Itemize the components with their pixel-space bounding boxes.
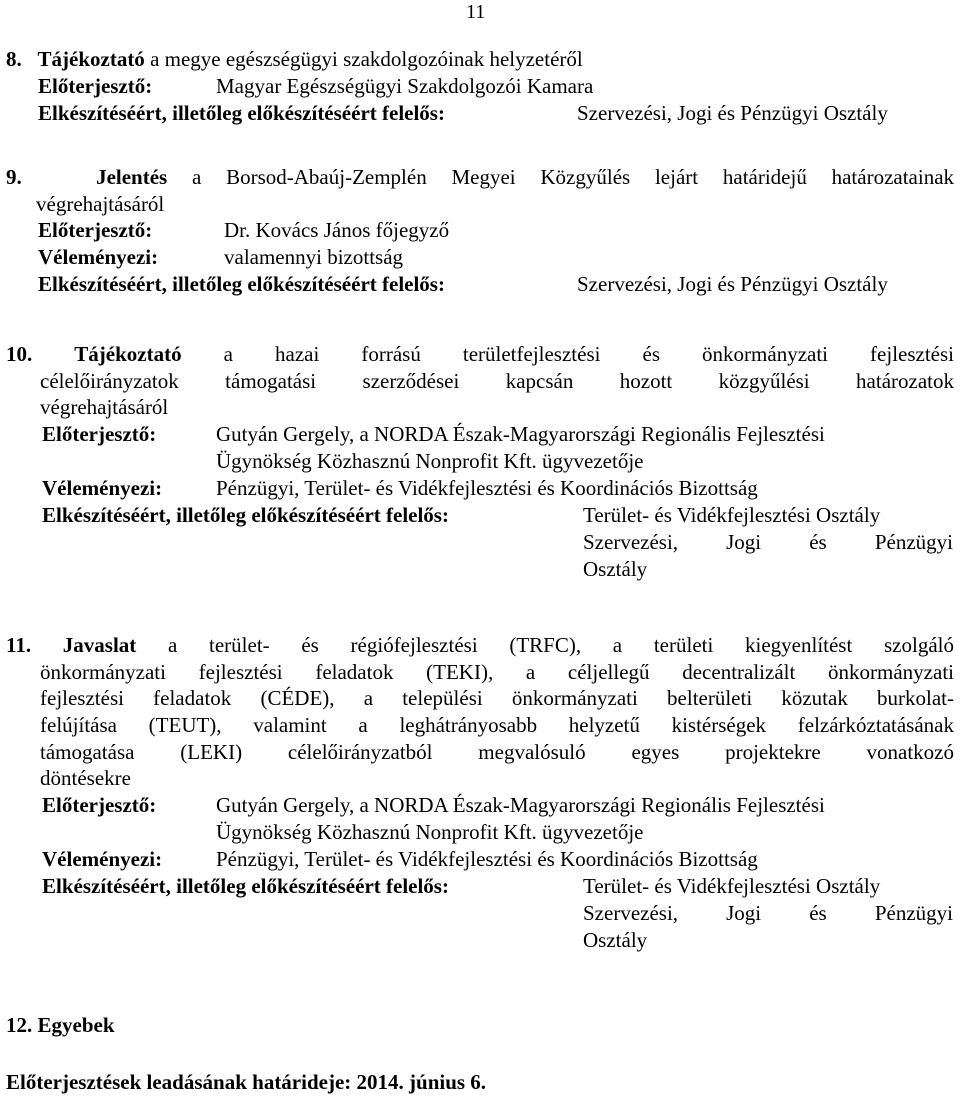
- presenter-label: Előterjesztő:: [38, 218, 153, 243]
- item-title: [6, 46, 954, 73]
- item-title-line: felújítása (TEUT), valamint a leghátrányosabb helyzetű kistérségek felzárkóztatásának: [40, 712, 954, 737]
- item-title-line: végrehajtásáról: [40, 395, 169, 420]
- opinion-value: Pénzügyi, Terület- és Vidékfejlesztési és Koordinációs Bizottság: [216, 475, 758, 500]
- item-title: [6, 632, 954, 659]
- presenter-value: Magyar Egészségügyi Szakdolgozói Kamara: [216, 73, 594, 98]
- item-keyword: Javaslat: [62, 633, 137, 657]
- item-title: [6, 164, 954, 191]
- responsible-label: Elkészítéséért, illetőleg előkészítéséért felelős:: [42, 873, 449, 898]
- item-keyword: Tájékoztató: [74, 342, 182, 366]
- presenter-label: Előterjesztő:: [38, 73, 153, 98]
- item-number: 10.: [6, 342, 33, 366]
- responsible-row: [6, 100, 954, 127]
- opinion-value: valamennyi bizottság: [224, 245, 404, 270]
- presenter-row: [6, 421, 954, 448]
- opinion-label: Véleményezi:: [42, 475, 163, 500]
- item-title-text: a hazai forrású területfejlesztési és önkormányzati fejlesztési: [223, 342, 955, 366]
- item-number: 8.: [6, 47, 22, 71]
- responsible-value-cont: Osztály: [583, 556, 648, 581]
- agenda-item-9: [6, 164, 954, 298]
- item-number: 9.: [6, 165, 22, 189]
- item-title-line: önkormányzati fejlesztési feladatok (TEKI), a céljellegű decentralizált önkormányzati: [40, 659, 954, 684]
- responsible-row-cont: [6, 556, 954, 583]
- responsible-label: Elkészítéséért, illetőleg előkészítéséért felelős:: [42, 502, 449, 527]
- item-title: [6, 1012, 954, 1039]
- item-title-line: fejlesztési feladatok (CÉDE), a települési önkormányzati belterületi közutak burkolat-: [40, 686, 954, 711]
- responsible-row: [6, 502, 954, 529]
- item-title: [6, 341, 954, 368]
- presenter-row-cont: [6, 448, 954, 475]
- opinion-row: [6, 475, 954, 502]
- item-title-line: végrehajtásáról: [36, 191, 165, 216]
- opinion-row: [6, 846, 954, 873]
- presenter-value: Dr. Kovács János főjegyző: [224, 218, 450, 243]
- responsible-row: [6, 873, 954, 900]
- item-keyword: Jelentés: [96, 165, 168, 189]
- opinion-value: Pénzügyi, Terület- és Vidékfejlesztési és Koordinációs Bizottság: [216, 846, 758, 871]
- item-title-text: a megye egészségügyi szakdolgozóinak helyzetéről: [150, 47, 583, 71]
- item-number: 12.: [6, 1013, 33, 1037]
- item-keyword: Tájékoztató: [37, 47, 145, 71]
- page-number: 11: [466, 1, 486, 23]
- presenter-row: [6, 792, 954, 819]
- responsible-value: Szervezési, Jogi és Pénzügyi Osztály: [577, 272, 888, 297]
- agenda-item-11: [6, 632, 954, 954]
- responsible-row-cont: [6, 900, 954, 927]
- agenda-item-10: [6, 341, 954, 583]
- opinion-label: Véleményezi:: [38, 245, 159, 270]
- presenter-value-cont: Ügynökség Közhasznú Nonprofit Kft. ügyvezetője: [216, 448, 644, 473]
- responsible-value: Terület- és Vidékfejlesztési Osztály: [583, 502, 881, 527]
- item-keyword: Egyebek: [37, 1013, 115, 1037]
- responsible-value: Terület- és Vidékfejlesztési Osztály: [583, 873, 881, 898]
- agenda-item-12: [6, 1012, 954, 1039]
- presenter-value: Gutyán Gergely, a NORDA Észak-Magyarországi Regionális Fejlesztési: [216, 421, 825, 446]
- responsible-row-cont: [6, 529, 954, 556]
- presenter-row: [6, 73, 954, 100]
- responsible-value-cont: Szervezési, Jogi és Pénzügyi: [583, 529, 953, 554]
- responsible-label: Elkészítéséért, illetőleg előkészítéséért felelős:: [38, 100, 445, 125]
- deadline-note: Előterjesztések leadásának határideje: 2014. június 6.: [6, 1070, 487, 1094]
- responsible-row-cont: [6, 927, 954, 954]
- presenter-label: Előterjesztő:: [42, 421, 157, 446]
- presenter-row: [6, 217, 954, 244]
- item-title-line: támogatása (LEKI) célelőirányzatból megvalósuló egyes projektekre vonatkozó: [40, 739, 954, 764]
- item-title-line: döntésekre: [40, 766, 131, 791]
- presenter-label: Előterjesztő:: [42, 792, 157, 817]
- item-number: 11.: [6, 633, 32, 657]
- responsible-value-cont: Osztály: [583, 927, 648, 952]
- responsible-label: Elkészítéséért, illetőleg előkészítéséért felelős:: [38, 272, 445, 297]
- responsible-value-cont: Szervezési, Jogi és Pénzügyi: [583, 900, 953, 925]
- presenter-row-cont: [6, 819, 954, 846]
- item-title-line: célelőirányzatok támogatási szerződései kapcsán hozott közgyűlési határozatok: [40, 368, 954, 393]
- responsible-value: Szervezési, Jogi és Pénzügyi Osztály: [577, 100, 888, 125]
- agenda-item-8: [6, 46, 954, 127]
- responsible-row: [6, 271, 954, 298]
- presenter-value: Gutyán Gergely, a NORDA Észak-Magyarországi Regionális Fejlesztési: [216, 792, 825, 817]
- presenter-value-cont: Ügynökség Közhasznú Nonprofit Kft. ügyvezetője: [216, 819, 644, 844]
- item-title-text: a Borsod-Abaúj-Zemplén Megyei Közgyűlés lejárt határidejű határozatainak: [192, 165, 955, 189]
- opinion-label: Véleményezi:: [42, 846, 163, 871]
- opinion-row: [6, 244, 954, 271]
- item-title-text: a terület- és régiófejlesztési (TRFC), a területi kiegyenlítést szolgáló: [168, 633, 954, 657]
